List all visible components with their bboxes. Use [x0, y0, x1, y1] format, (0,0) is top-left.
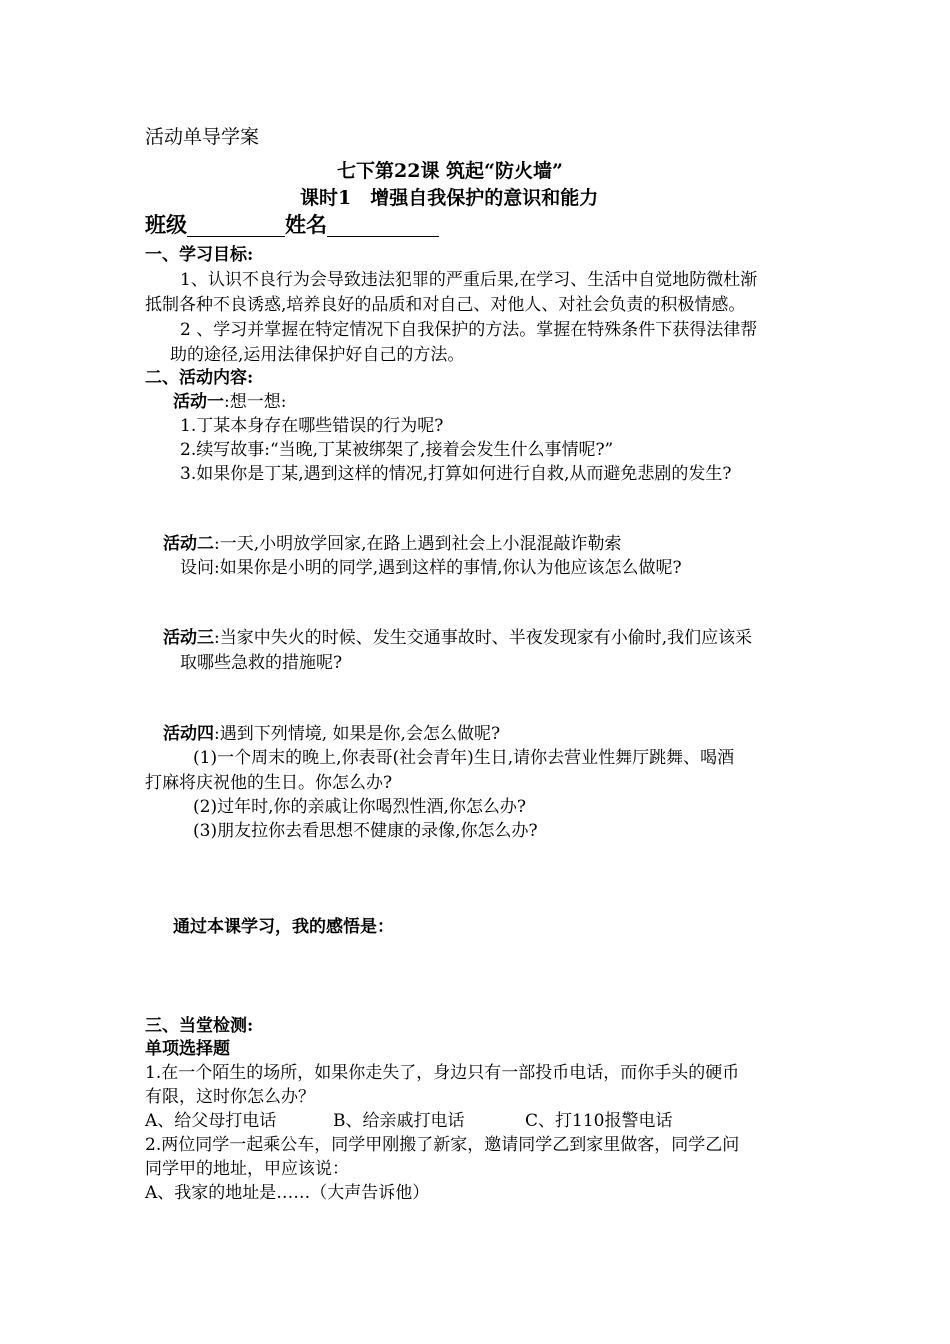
activity-2-label: 活动二 — [163, 534, 214, 554]
goal-2-line-1: 2 、学习并掌握在特定情况下自我保护的方法。掌握在特殊条件下获得法律帮 — [180, 320, 758, 340]
activity-4-label: 活动四 — [163, 724, 214, 744]
goal-1-line-2: 抵制各种不良诱惑,培养良好的品质和对自己、对他人、对社会负责的积极情感。 — [145, 295, 746, 315]
scenario-2: (2)过年时,你的亲戚让你喝烈性酒,你怎么办? — [193, 797, 527, 817]
question-2-option-a: A、我家的地址是……（大声告诉他） — [145, 1183, 430, 1203]
question-1-line-2: 有限，这时你怎么办？ — [145, 1087, 315, 1107]
section-2-heading: 二、活动内容: — [145, 368, 254, 388]
section-3-heading: 三、当堂检测: — [145, 1016, 254, 1036]
activity-2-question: 设问:如果你是小明的同学,遇到这样的事情,你认为他应该怎么做呢? — [180, 558, 682, 578]
scenario-1-line-1: (1)一个周末的晚上,你表哥(社会青年)生日,请你去营业性舞厅跳舞、喝酒 — [193, 748, 735, 768]
activity-2-text: :一天,小明放学回家,在路上遇到社会上小混混敲诈勒索 — [214, 534, 622, 554]
student-info — [145, 212, 439, 237]
scenario-1-line-2: 打麻将庆祝他的生日。你怎么办? — [145, 773, 393, 793]
class-label: 班级 — [145, 212, 187, 237]
scenario-3: (3)朋友拉你去看思想不健康的录像,你怎么办? — [193, 821, 538, 841]
name-blank[interactable] — [327, 216, 439, 237]
activity-1-label: 活动一 — [173, 392, 224, 412]
question-2-line-1: 2.两位同学一起乘公车，同学甲刚搬了新家，邀请同学乙到家里做客，同学乙问 — [145, 1135, 740, 1155]
activity-3-line-2: 取哪些急救的措施呢? — [180, 653, 343, 673]
section-3-subheading: 单项选择题 — [145, 1039, 230, 1059]
activity-1 — [173, 392, 286, 412]
question-1-line-1: 1.在一个陌生的场所，如果你走失了，身边只有一部投币电话，而你手头的硬币 — [145, 1063, 740, 1083]
activity-1-question-1: 1.丁某本身存在哪些错误的行为呢? — [180, 416, 444, 436]
question-2-line-2: 同学甲的地址，甲应该说： — [145, 1159, 349, 1179]
question-1-option-b: B、给亲戚打电话 — [333, 1111, 465, 1131]
activity-3 — [163, 628, 752, 648]
goal-1-line-1: 1、认识不良行为会导致违法犯罪的严重后果,在学习、生活中自觉地防微杜渐 — [180, 270, 758, 290]
reflection-prompt: 通过本课学习，我的感悟是： — [173, 917, 394, 937]
goal-2-line-2: 助的途径,运用法律保护好自己的方法。 — [170, 345, 465, 365]
question-1-option-a: A、给父母打电话 — [145, 1111, 277, 1131]
activity-1-question-2: 2.续写故事:“当晚,丁某被绑架了,接着会发生什么事情呢?” — [180, 440, 614, 460]
activity-1-text: :想一想: — [224, 392, 287, 412]
class-blank[interactable] — [187, 216, 285, 237]
lesson-subtitle: 课时1 增强自我保护的意识和能力 — [300, 187, 599, 209]
question-1-option-c: C、打110报警电话 — [525, 1111, 673, 1131]
activity-3-text: :当家中失火的时候、发生交通事故时、半夜发现家有小偷时,我们应该采 — [214, 628, 753, 648]
activity-1-question-3: 3.如果你是丁某,遇到这样的情况,打算如何进行自救,从而避免悲剧的发生? — [180, 464, 732, 484]
activity-3-label: 活动三 — [163, 628, 214, 648]
activity-2 — [163, 534, 622, 554]
activity-4-text: :遇到下列情境, 如果是你,会怎么做呢? — [214, 724, 501, 744]
name-label: 姓名 — [285, 212, 327, 237]
lesson-title: 七下第22课 筑起“防火墙” — [337, 160, 563, 182]
activity-4 — [163, 724, 500, 744]
document-type: 活动单导学案 — [145, 126, 260, 148]
section-1-heading: 一、学习目标: — [145, 245, 254, 265]
